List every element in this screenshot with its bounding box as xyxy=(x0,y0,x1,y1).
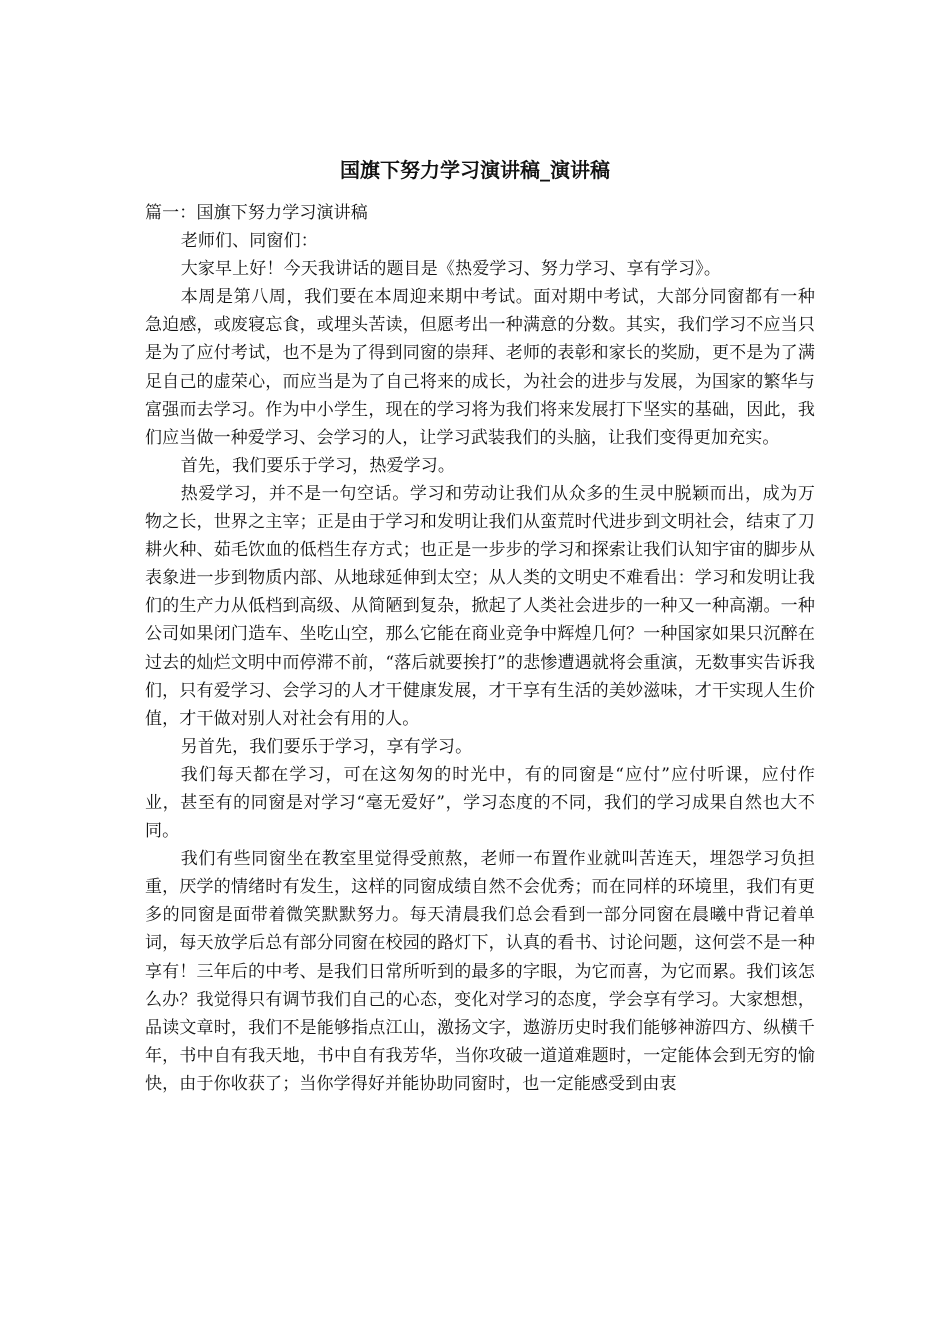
paragraph-daily-learning: 我们每天都在学习，可在这匆匆的时光中，有的同窗是“应付”应付听课，应付作业，甚至有的同窗是对学习“毫无爱好”，学习态度的不同，我们的学习成果自然也大不同。 xyxy=(145,764,815,842)
paragraph-point-two: 另首先，我们要乐于学习，享有学习。 xyxy=(180,736,473,757)
document-title: 国旗下努力学习演讲稿_演讲稿 xyxy=(340,158,610,182)
paragraph-love-learning: 热爱学习，并不是一句空话。学习和劳动让我们从众多的生灵中脱颖而出，成为万物之长，世界之主宰；正是由于学习和发明让我们从蛮荒时代进步到文明社会，结束了刀耕火种、茹毛饮血的低档生存方式；也正是一步步的学习和探索让我们认知宇宙的脚步从表象进一步到物质内部、从地球延伸到太空；从人类的文明史不难看出：学习和发明让我们的生产力从低档到高级、从简陋到复杂，掀起了人类社会进步的一种又一种高潮。一种公司如果闭门造车、坐吃山空，那么它能在商业竞争中辉煌几何？一种国家如果只沉醉在过去的灿烂文明中而停滞不前，“落后就要挨打”的悲惨遭遇就将会重演，无数事实告诉我们，只有爱学习、会学习的人才干健康发展，才干享有生活的美妙滋味，才干实现人生价值，才干做对别人对社会有用的人。 xyxy=(145,483,815,729)
paragraph-point-one: 首先，我们要乐于学习，热爱学习。 xyxy=(180,455,456,476)
document-body xyxy=(145,199,815,1098)
paragraph-salutation: 老师们、同窗们： xyxy=(180,231,318,252)
section-heading: 篇一：国旗下努力学习演讲稿 xyxy=(145,203,368,223)
paragraph-enjoy-learning: 我们有些同窗坐在教室里觉得受煎熬，老师一布置作业就叫苦连天，埋怨学习负担重，厌学的情绪时有发生，这样的同窗成绩自然不会优秀；而在同样的环境里，我们有更多的同窗是面带着微笑默默努力。每天清晨我们总会看到一部分同窗在晨曦中背记着单词，每天放学后总有部分同窗在校园的路灯下，认真的看书、讨论问题，这何尝不是一种享有！三年后的中考、是我们日常所听到的最多的字眼，为它而喜，为它而累。我们该怎么办？我觉得只有调节我们自己的心态，变化对学习的态度，学会享有学习。大家想想，品读文章时，我们不是能够指点江山，激扬文字，遨游历史时我们能够神游四方、纵横千年，书中自有我天地，书中自有我芳华，当你攻破一道道难题时，一定能体会到无穷的愉快，由于你收获了；当你学得好并能协助同窗时，也一定能感受到由衷 xyxy=(145,849,815,1094)
paragraph-greeting: 大家早上好！今天我讲话的题目是《热爱学习、努力学习、享有学习》。 xyxy=(180,259,721,280)
paragraph-midterm: 本周是第八周，我们要在本周迎来期中考试。面对期中考试，大部分同窗都有一种急迫感，或废寝忘食，或埋头苦读，但愿考出一种满意的分数。其实，我们学习不应当只是为了应付考试，也不是为了得到同窗的崇拜、老师的表彰和家长的奖励，更不是为了满足自己的虚荣心，而应当是为了自己将来的成长，为社会的进步与发展，为国家的繁华与富强而去学习。作为中小学生，现在的学习将为我们将来发展打下坚实的基础，因此，我们应当做一种爱学习、会学习的人，让学习武装我们的头脑，让我们变得更加充实。 xyxy=(145,287,815,448)
